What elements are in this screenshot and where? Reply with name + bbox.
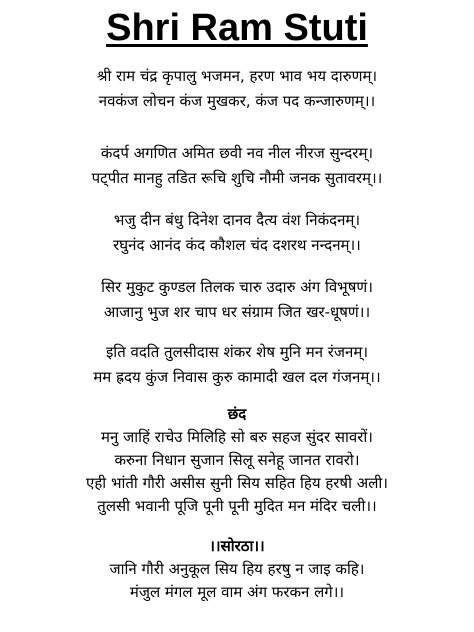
- chhand-line-2: करुना निधान सुजान सिलू सनेहू जानत रावरो।: [114, 451, 360, 469]
- chhand-line-3: एही भांती गौरी असीस सुनी सिय सहित हिय हरषी अली।: [86, 474, 388, 492]
- verse-1-line-2: नवकंज लोचन कंज मुखकर, कंज पद कन्जारुणम्।।: [98, 92, 376, 110]
- verse-5-line-2: मम ह्रदय कुंज निवास कुरु कामादी खल दल गंजनम्।।: [93, 368, 381, 386]
- chhand-line-4: तुलसी भवानी पूजि पूनी पूनी मुदित मन मंदिर चली।।: [97, 497, 377, 515]
- chhand-line-1: मनु जाहिं राचेउ मिलिहि सो बरु सहज सुंदर सावरों।: [101, 428, 373, 446]
- verse-2-line-2: पट्पीत मानहु तडित रूचि शुचि नौमी जनक सुतावरम्।।: [91, 169, 383, 187]
- verse-4-line-2: आजानु भुज शर चाप धर संग्राम जित खर-धूषणं।।: [103, 303, 371, 321]
- verse-3-line-2: रघुनंद आनंद कंद कौशल चंद दशरथ नन्दनम्।।: [113, 236, 361, 254]
- soratha-heading: ।।सोरठा।।: [209, 537, 265, 555]
- page-title: Shri Ram Stuti: [106, 7, 368, 49]
- verse-1-line-1: श्री राम चंद्र कृपालु भजमन, हरण भाव भय दारुणम्।: [96, 67, 378, 85]
- verse-3-line-1: भजु दीन बंधु दिनेश दानव दैत्य वंश निकंदनम्।: [113, 211, 361, 229]
- soratha-line-2: मंजुल मंगल मूल वाम अंग फरकन लगे।।: [129, 583, 345, 601]
- chhand-heading: छंद: [227, 405, 247, 423]
- verse-2-line-1: कंदर्प अगणित अमित छवी नव नील नीरज सुन्दरम्।: [100, 144, 374, 162]
- verse-4-line-1: सिर मुकुट कुण्डल तिलक चारु उदारु अंग विभूषणं।: [101, 278, 373, 296]
- verse-5-line-1: इति वदति तुलसीदास शंकर शेष मुनि मन रंजनम्।: [105, 343, 369, 361]
- soratha-line-1: जानि गौरी अनुकूल सिय हिय हरषु न जाइ कहि।: [109, 560, 365, 578]
